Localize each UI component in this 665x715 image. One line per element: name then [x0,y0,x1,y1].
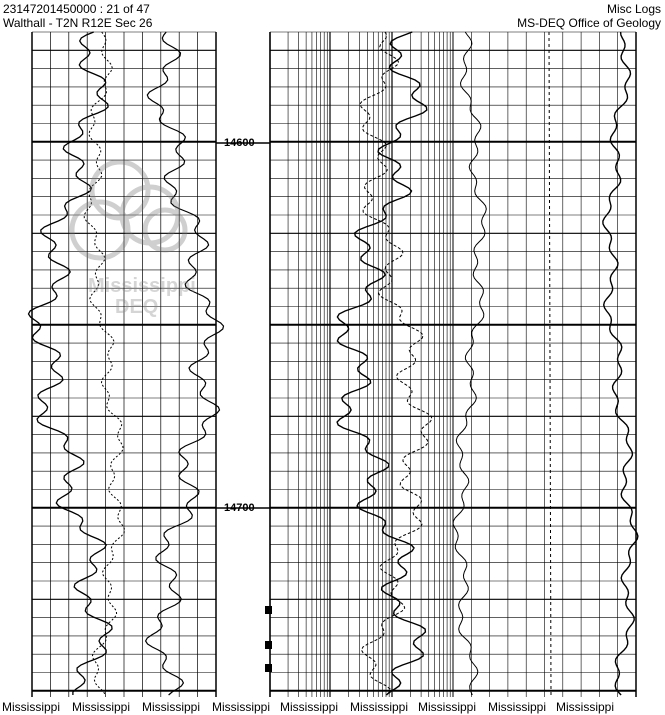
well-id: 23147201450000 : 21 of 47 [3,2,150,16]
footer-watermark-text: Mississippi [2,700,61,714]
right-track-grid [216,32,636,697]
well-location: Walthall - T2N R12E Sec 26 [3,16,153,30]
agency-name: MS-DEQ Office of Geology [517,16,661,30]
document-type: Misc Logs [606,2,661,16]
footer-watermark-text: Mississippi [350,700,409,714]
log-curves [29,32,638,697]
footer-watermark-text: Mississippi [212,700,271,714]
footer-watermark-text: Mississippi [488,700,547,714]
footer-watermark-text: Mississippi [280,700,339,714]
footer-watermark-text: Mississippi [556,700,615,714]
footer-watermark-text: Mississippi [142,700,201,714]
left-track-grid [32,32,216,697]
footer-watermark-strip [0,699,665,715]
mississippi-deq-seal [72,162,196,318]
depth-label-14700: 14700 [224,502,255,514]
svg-text:Mississippi: Mississippi [88,275,196,297]
footer-watermark-text: Mississippi [418,700,477,714]
svg-text:DEQ: DEQ [115,296,159,318]
depth-label-14600: 14600 [224,137,255,149]
footer-watermark-text: Mississippi [72,700,131,714]
